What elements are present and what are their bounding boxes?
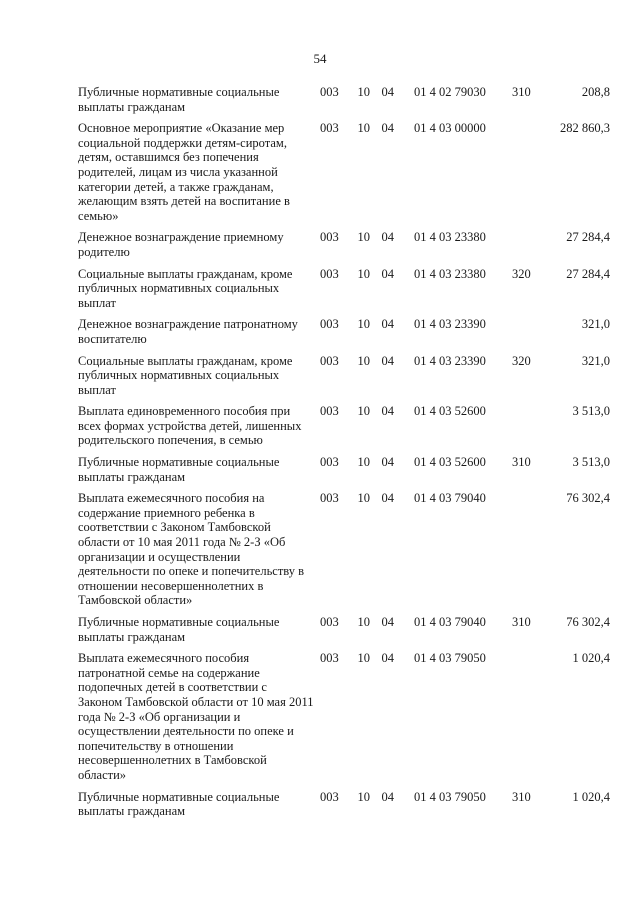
- row-csr: 01 4 03 79050: [414, 651, 486, 666]
- row-ved: 003: [320, 651, 339, 666]
- row-pr: 04: [381, 491, 394, 506]
- row-csr: 01 4 03 52600: [414, 455, 486, 470]
- row-name: Выплата ежемесячного пособия патронатной семье на содержание подопечных детей в соответствии с Законом Тамбовской области от 10 мая 2011 года № 2-З «Об организации и осуществлении деятельности по опеке и попечительству в отношении несовершеннолетних в Тамбовской области»: [78, 651, 314, 782]
- row-name: Основное мероприятие «Оказание мер социальной поддержки детям-сиротам, детям, оставшимся без попечения родителей, лицам из числа указанной категории детей, а также гражданам, желающим взять детей на воспитание в семью»: [78, 121, 290, 223]
- row-sum: 321,0: [581, 317, 610, 332]
- row-ved: 003: [320, 615, 339, 629]
- row-ved: 003: [320, 455, 339, 470]
- row-vr: 310: [512, 615, 531, 629]
- row-ved: 003: [320, 789, 339, 804]
- row-pr: 04: [381, 404, 394, 419]
- row-pr: 04: [381, 789, 394, 804]
- row-ved: 003: [320, 266, 339, 281]
- row-ved: 003: [320, 353, 339, 368]
- row-rz: 10: [357, 404, 370, 419]
- row-vr: 320: [512, 353, 531, 368]
- row-csr: 01 4 03 23390: [414, 353, 486, 368]
- row-vr: 320: [512, 266, 531, 281]
- row-ved: 003: [320, 491, 339, 506]
- table-row: [78, 121, 610, 223]
- row-pr: 04: [381, 85, 394, 99]
- table-row: [78, 85, 610, 114]
- row-pr: 04: [381, 455, 394, 470]
- row-rz: 10: [357, 651, 370, 666]
- table-row: [78, 651, 610, 782]
- row-ved: 003: [320, 85, 339, 99]
- row-rz: 10: [357, 615, 370, 629]
- row-pr: 04: [381, 266, 394, 281]
- row-ved: 003: [320, 404, 339, 419]
- table-row: [78, 230, 610, 259]
- table-row: [78, 267, 610, 311]
- row-rz: 10: [357, 455, 370, 470]
- row-name: Социальные выплаты гражданам, кроме публичных нормативных социальных выплат: [78, 353, 293, 397]
- row-name: Публичные нормативные социальные выплаты гражданам: [78, 615, 280, 644]
- row-sum: 27 284,4: [566, 266, 610, 281]
- row-name: Социальные выплаты гражданам, кроме публичных нормативных социальных выплат: [78, 266, 293, 310]
- row-pr: 04: [381, 615, 394, 629]
- row-ved: 003: [320, 317, 339, 332]
- row-sum: 3 513,0: [572, 455, 610, 470]
- row-csr: 01 4 03 79040: [414, 615, 486, 629]
- row-csr: 01 4 03 00000: [414, 121, 486, 136]
- row-rz: 10: [357, 789, 370, 804]
- row-csr: 01 4 03 52600: [414, 404, 486, 419]
- row-pr: 04: [381, 121, 394, 136]
- row-csr: 01 4 02 79030: [414, 85, 486, 99]
- row-pr: 04: [381, 230, 394, 245]
- row-sum: 321,0: [581, 353, 610, 368]
- row-name: Публичные нормативные социальные выплаты гражданам: [78, 455, 280, 484]
- row-vr: 310: [512, 455, 531, 470]
- row-name: Выплата ежемесячного пособия на содержание приемного ребенка в соответствии с Законом Тамбовской области от 10 мая 2011 года № 2-З «Об организации и осуществлении деятельности по опеке и попечительству в отношении несовершеннолетних в Тамбовской области»: [78, 491, 305, 608]
- row-name: Публичные нормативные социальные выплаты гражданам: [78, 789, 280, 819]
- row-rz: 10: [357, 85, 370, 99]
- row-sum: 282 860,3: [560, 121, 610, 136]
- page-number: 54: [313, 51, 327, 66]
- table-row: [78, 455, 610, 484]
- row-sum: 27 284,4: [566, 230, 610, 245]
- table-row: [78, 615, 610, 644]
- row-ved: 003: [320, 121, 339, 136]
- table-row: [78, 317, 610, 346]
- row-sum: 76 302,4: [566, 615, 610, 629]
- table-row: [78, 404, 610, 448]
- row-rz: 10: [357, 353, 370, 368]
- row-csr: 01 4 03 23380: [414, 230, 486, 245]
- row-name: Выплата единовременного пособия при всех формах устройства детей, лишенных родительского попечения, в семью: [78, 404, 302, 448]
- row-pr: 04: [381, 317, 394, 332]
- row-sum: 1 020,4: [572, 789, 610, 804]
- row-rz: 10: [357, 491, 370, 506]
- row-vr: 310: [512, 85, 531, 99]
- row-csr: 01 4 03 23380: [414, 266, 486, 281]
- row-rz: 10: [357, 230, 370, 245]
- row-sum: 208,8: [581, 85, 610, 99]
- row-sum: 1 020,4: [572, 651, 610, 666]
- row-pr: 04: [381, 353, 394, 368]
- row-vr: 310: [512, 789, 531, 804]
- row-sum: 76 302,4: [566, 491, 610, 506]
- row-csr: 01 4 03 23390: [414, 317, 486, 332]
- row-rz: 10: [357, 266, 370, 281]
- row-name: Денежное вознаграждение патронатному воспитателю: [78, 317, 298, 346]
- budget-table: [78, 85, 610, 826]
- row-csr: 01 4 03 79040: [414, 491, 486, 506]
- row-rz: 10: [357, 121, 370, 136]
- row-name: Денежное вознаграждение приемному родителю: [78, 230, 284, 259]
- table-row: [78, 790, 610, 819]
- row-ved: 003: [320, 230, 339, 245]
- row-name: Публичные нормативные социальные выплаты гражданам: [78, 85, 280, 114]
- row-sum: 3 513,0: [572, 404, 610, 419]
- row-pr: 04: [381, 651, 394, 666]
- row-csr: 01 4 03 79050: [414, 789, 486, 804]
- row-rz: 10: [357, 317, 370, 332]
- table-row: [78, 354, 610, 398]
- table-row: [78, 491, 610, 608]
